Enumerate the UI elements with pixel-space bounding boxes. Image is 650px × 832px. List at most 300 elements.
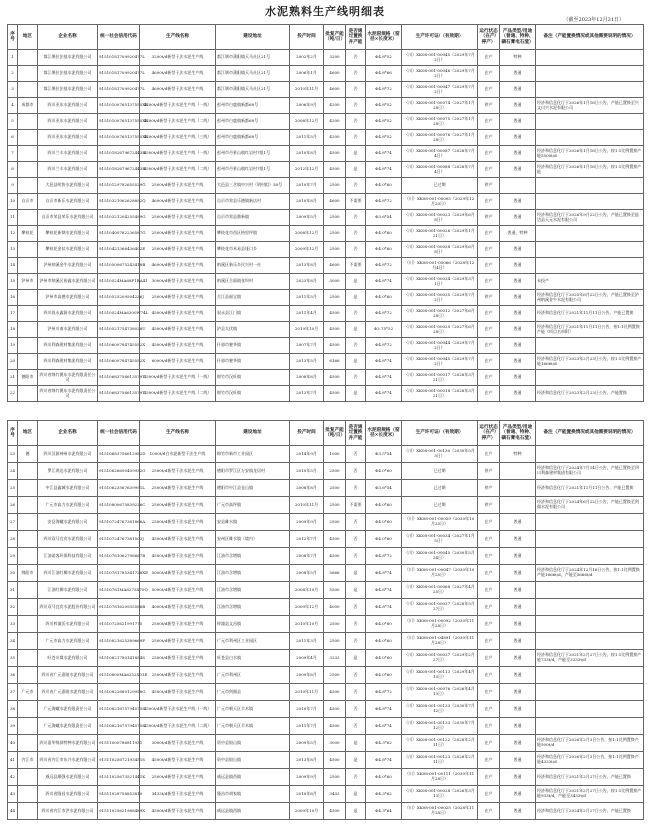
table-cell: 2500t/d新型干法水泥生产线 bbox=[140, 210, 216, 226]
table-cell bbox=[536, 370, 644, 386]
table-cell: 3000t/d新型干法水泥生产线 bbox=[140, 735, 216, 752]
table-cell: （川）XK08-001-00035（2029年7月2日） bbox=[402, 290, 478, 306]
table-cell: 普通 bbox=[500, 531, 536, 548]
table-cell: 4500 bbox=[324, 531, 346, 548]
table-cell: （川）XK08-001-00037（2029年2月27日） bbox=[402, 650, 478, 667]
column-header: 企业名称 bbox=[38, 25, 98, 50]
table-cell: 91510781785341728XE bbox=[98, 565, 140, 582]
table-cell bbox=[18, 497, 38, 514]
table-cell: 否 bbox=[346, 98, 366, 114]
table-cell: 4500t/d新型干法水泥生产线 bbox=[140, 306, 216, 322]
table-cell: 攀枝花金钛水泥有限公司 bbox=[38, 242, 98, 258]
table-cell: 2010年8月 bbox=[290, 146, 324, 162]
table-cell: 11 bbox=[8, 210, 18, 226]
table-cell: 1000 bbox=[324, 446, 346, 463]
table-cell: 经济和信息化厅于2024年6月22日公告，产能已置换至剑阁水泥有限公司 bbox=[536, 497, 644, 514]
table-cell bbox=[536, 514, 644, 531]
table-cell: 在产 bbox=[478, 274, 500, 290]
table-cell: 是 bbox=[346, 650, 366, 667]
table-cell: 广元市高力水泥有限公司 bbox=[38, 633, 98, 650]
table-cell: 经济和信息化厅于2021年11月11日公告，按1:1比例置换产能（项目名单附） bbox=[536, 322, 644, 338]
table-cell: 91510781MA6275X70Q bbox=[98, 582, 140, 599]
table-cell: 江油市含增镇 bbox=[216, 565, 290, 582]
table-cell: 4500 bbox=[324, 803, 346, 820]
table-cell: 2009年9月 bbox=[290, 514, 324, 531]
table-cell: （川）XK08-001-00133（2030年7月12日） bbox=[402, 701, 478, 718]
table-cell: 91510181709920477L bbox=[98, 82, 140, 98]
table-cell: 在产 bbox=[478, 650, 500, 667]
table-cell: 彭州市白鹿镇新都68号 bbox=[216, 114, 290, 130]
table-cell: 91510321204255499G bbox=[98, 210, 140, 226]
table-row bbox=[8, 786, 644, 803]
table-cell: 4500t/d新型干法水泥生产线 bbox=[140, 752, 216, 769]
table-cell: 泸州川南水泥有限公司 bbox=[38, 322, 98, 338]
table-cell: 安县雎水镇 bbox=[216, 514, 290, 531]
column-header: 序号 bbox=[8, 421, 18, 446]
table-cell: 广元海螺水泥有限责任公司 bbox=[38, 701, 98, 718]
table-cell: 广元海螺水泥有限责任公司 bbox=[38, 718, 98, 735]
table-row bbox=[8, 98, 644, 114]
table-cell bbox=[18, 480, 38, 497]
table-cell: 普通 bbox=[500, 803, 536, 820]
table-cell: 4500 bbox=[324, 684, 346, 701]
table-cell: 经济和信息化厅于2023年2月23日公告，产能置换 bbox=[536, 386, 644, 402]
table-cell: 否 bbox=[346, 114, 366, 130]
column-header: 产品类型/用途（普通、特种、磷石膏电石渣） bbox=[500, 25, 536, 50]
table-cell: 在产 bbox=[478, 370, 500, 386]
table-cell: 四川叙永鑫源水泥有限公司 bbox=[38, 306, 98, 322]
table-cell: 22 bbox=[8, 386, 18, 402]
table-cell: 普通 bbox=[500, 370, 536, 386]
table-cell: 2010年10月 bbox=[290, 616, 324, 633]
table-cell: Φ4.0*60 bbox=[366, 514, 402, 531]
column-header: 建设地址 bbox=[216, 25, 290, 50]
table-cell: 2002年2月 bbox=[290, 50, 324, 66]
table-cell: 91510500675243418B bbox=[98, 258, 140, 274]
table-cell: 2008年7月 bbox=[290, 548, 324, 565]
table-cell: 29 bbox=[8, 548, 18, 565]
column-header: 水泥窑规格（窑径×长度米） bbox=[366, 25, 402, 50]
table-cell: 都江堰拉法基水泥有限公司 bbox=[38, 50, 98, 66]
table-cell: 四川亚东水泥有限公司 bbox=[38, 98, 98, 114]
table-cell: 91510781062796667B bbox=[98, 548, 140, 565]
table-cell: 江油诺客环保科技有限公司 bbox=[38, 548, 98, 565]
table-cell: 自贡市荣县乐德镇新店村 bbox=[216, 194, 290, 210]
table-cell: 否 bbox=[346, 446, 366, 463]
table-cell: 4500 bbox=[324, 548, 346, 565]
table-row bbox=[8, 370, 644, 386]
table-cell: 都江堰市蒲阳镇天马社区21号 bbox=[216, 82, 290, 98]
table-cell: 四川汉源神州水泥有限公司 bbox=[38, 446, 98, 463]
table-cell: 2008年5月 bbox=[290, 565, 324, 582]
table-cell: （川）XK08-001-00012（2027年6月28日） bbox=[402, 306, 478, 322]
table-row bbox=[8, 701, 644, 718]
table-row bbox=[8, 463, 644, 480]
table-cell: 否 bbox=[346, 66, 366, 82]
table-cell: Φ4.8*52 bbox=[366, 114, 402, 130]
table-cell bbox=[18, 130, 38, 146]
table-cell: 91510683756613579T bbox=[98, 370, 140, 386]
table-cell: 江油红狮水泥有限公司 bbox=[38, 582, 98, 599]
table-cell bbox=[536, 242, 644, 258]
table-cell: 5000t/d新型干法水泥生产线 bbox=[140, 582, 216, 599]
table-cell: 在产 bbox=[478, 226, 500, 242]
table-cell: 在产 bbox=[478, 735, 500, 752]
table-cell: 2500t/d新型干法水泥生产线 bbox=[140, 616, 216, 633]
table-cell: 在产 bbox=[478, 354, 500, 370]
column-header: 生产线名称 bbox=[140, 421, 216, 446]
table-cell bbox=[18, 650, 38, 667]
table-cell: 在产 bbox=[478, 752, 500, 769]
table-cell bbox=[18, 514, 38, 531]
table-cell: 否 bbox=[346, 684, 366, 701]
table-cell: 已过期 bbox=[402, 178, 478, 194]
table-cell: 在产 bbox=[478, 82, 500, 98]
table-cell: Φ4.8*74 bbox=[366, 701, 402, 718]
table-row bbox=[8, 242, 644, 258]
table-cell: （川）XK08-001-00123（2028年2月11日） bbox=[402, 752, 478, 769]
table-cell: 四川省广元嘉陵水泥有限公司 bbox=[38, 684, 98, 701]
table-cell: （川）XK08-001-00046（2029年7月2日） bbox=[402, 66, 478, 82]
table-cell: 普通 bbox=[500, 735, 536, 752]
table-cell: 2500t/d新型干法水泥生产线 bbox=[140, 769, 216, 786]
table-cell: 12 bbox=[8, 226, 18, 242]
table-cell bbox=[536, 258, 644, 274]
table-cell: 攀枝花市米易县垭口乡 bbox=[216, 242, 290, 258]
table-cell: （川）XK08-001-04891（2030年11月28日） bbox=[402, 633, 478, 650]
table-cell: 在产 bbox=[478, 130, 500, 146]
table-cell: 2500 bbox=[324, 480, 346, 497]
table-cell: 2500 bbox=[324, 497, 346, 514]
table-cell: 4000t/d新型干法水泥生产线 bbox=[140, 599, 216, 616]
table-page-1 bbox=[7, 24, 644, 402]
table-cell: 91510524MA6300W74L bbox=[98, 306, 140, 322]
column-header: 产品类型/用途（普通、特种、磷石膏电石渣） bbox=[500, 421, 536, 446]
table-cell: 91510100765137555XN bbox=[98, 98, 140, 114]
table-cell: 在产 bbox=[478, 338, 500, 354]
table-cell: 24 bbox=[8, 463, 18, 480]
table-row bbox=[8, 66, 644, 82]
table-cell: 2008年8月 bbox=[290, 480, 324, 497]
table-cell: 经济和信息化厅于2021年2月27日公告，按1:1比例置换产能733t/d，产能至3233t/d bbox=[536, 650, 644, 667]
table-cell: 2023年8月 bbox=[290, 274, 324, 290]
table-cell: Φ4.8*74 bbox=[366, 565, 402, 582]
table-cell: 四川梓潼沃水泥有限公司 bbox=[38, 616, 98, 633]
table-cell: 泸州纳溪金牛水泥有限公司 bbox=[38, 258, 98, 274]
table-cell: 91510822680129958G bbox=[98, 684, 140, 701]
column-header: 地区 bbox=[18, 421, 38, 446]
table-cell: 37 bbox=[8, 684, 18, 701]
table-cell: 18 bbox=[8, 322, 18, 338]
table-cell bbox=[500, 480, 536, 497]
table-cell: Φ4.3*64 bbox=[366, 803, 402, 820]
table-cell: 资中县银山镇 bbox=[216, 735, 290, 752]
table-cell: 4600t/d新型干法水泥生产线 bbox=[140, 66, 216, 82]
table-cell: 42 bbox=[8, 769, 18, 786]
table-cell: 在产 bbox=[478, 565, 500, 582]
table-cell: （川）XK08-001-00066（2028年12月4日） bbox=[402, 258, 478, 274]
table-cell: 91511025673521441K bbox=[98, 769, 140, 786]
table-cell: 91510781620935586B bbox=[98, 599, 140, 616]
table-cell: 91511028758853810 bbox=[98, 786, 140, 803]
table-cell: 经济和信息化厅于2024年2月27日公告，产能已置换 bbox=[536, 803, 644, 820]
table-cell: 36 bbox=[8, 667, 18, 684]
table-cell: 大邑县三岔镇中兴村（明村组）58号 bbox=[216, 178, 290, 194]
table-cell: 91510821675794575S bbox=[98, 718, 140, 735]
table-cell: 2500t/d新型干法水泥生产线 bbox=[140, 226, 216, 242]
table-cell: 4500t/d新型干法水泥生产线（一线） bbox=[140, 701, 216, 718]
column-header: 水泥窑规格（窑径×长度米） bbox=[366, 421, 402, 446]
table-cell: 在产 bbox=[478, 701, 500, 718]
table-cell: 5 bbox=[8, 114, 18, 130]
table-cell bbox=[536, 667, 644, 684]
table-cell: Φ4.3*62 bbox=[366, 786, 402, 803]
table-cell: Φ3.6*54 bbox=[366, 480, 402, 497]
table-row bbox=[8, 130, 644, 146]
table-cell: （川）XK08-001-00023（2029年6月8日） bbox=[402, 210, 478, 226]
table-cell: 2012年12月 bbox=[290, 162, 324, 178]
table-row bbox=[8, 274, 644, 290]
table-cell: 经济和信息化厅于2026年9月22日公告，产能已置换至盐边县天元水泥有限公司 bbox=[536, 210, 644, 226]
column-header: 运行状态（在产/停产） bbox=[478, 421, 500, 446]
table-cell bbox=[18, 463, 38, 480]
table-cell bbox=[536, 718, 644, 735]
table-cell: 2009年4月 bbox=[290, 650, 324, 667]
table-cell: 3000 bbox=[324, 735, 346, 752]
table-cell: 33 bbox=[8, 616, 18, 633]
table-cell: 绵阳市 bbox=[18, 565, 38, 582]
table-cell: 什邡市蓥华镇 bbox=[216, 354, 290, 370]
table-row bbox=[8, 446, 644, 463]
table-cell: 都江堰拉法基水泥有限公司 bbox=[38, 82, 98, 98]
table-cell: 1000t/d白水泥新型干法生产线 bbox=[140, 446, 216, 463]
table-cell: 是 bbox=[346, 290, 366, 306]
table-cell: 9 bbox=[8, 178, 18, 194]
table-cell bbox=[18, 338, 38, 354]
table-cell: 在产 bbox=[478, 616, 500, 633]
table-cell: 是 bbox=[346, 582, 366, 599]
table-cell: 2006年1月 bbox=[290, 66, 324, 82]
table-cell: 91510521754738028U bbox=[98, 322, 140, 338]
table-cell: Φ3.6*54 bbox=[366, 210, 402, 226]
table-cell: 在产 bbox=[478, 514, 500, 531]
table-cell: 91510821780141854S bbox=[98, 650, 140, 667]
table-cell: 91510182679672443B bbox=[98, 146, 140, 162]
table-cell: 在产 bbox=[478, 531, 500, 548]
table-cell: 3200t/d新型干法水泥生产线 bbox=[140, 50, 216, 66]
table-cell: 普通 bbox=[500, 786, 536, 803]
table-row bbox=[8, 146, 644, 162]
table-cell: Φ4.8*74 bbox=[366, 752, 402, 769]
table-cell: 2013年8月 bbox=[290, 752, 324, 769]
column-header: 是否通过置换并产能 bbox=[346, 421, 366, 446]
table-cell: 2500t/d新型干法水泥生产线 bbox=[140, 514, 216, 531]
table-cell: 大邑县明协水泥有限公司 bbox=[38, 178, 98, 194]
table-cell: 普通 bbox=[500, 548, 536, 565]
table-cell: 25 bbox=[8, 480, 18, 497]
table-cell bbox=[18, 66, 38, 82]
table-cell: 经济和信息化厅于2021年11月11日公告，产能已置换 bbox=[536, 306, 644, 322]
table-cell: 40 bbox=[8, 735, 18, 752]
table-cell bbox=[536, 633, 644, 650]
table-cell bbox=[18, 769, 38, 786]
table-cell: 1 bbox=[8, 50, 18, 66]
table-row bbox=[8, 565, 644, 582]
table-cell: 四川江油红狮水泥有限公司 bbox=[38, 565, 98, 582]
table-cell: （川）XK08-001-00047（2029年7月2日） bbox=[402, 82, 478, 98]
table-cell: 是 bbox=[346, 354, 366, 370]
table-cell: 4500 bbox=[324, 146, 346, 162]
table-cell: 15 bbox=[8, 274, 18, 290]
table-cell: 2500 bbox=[324, 210, 346, 226]
table-cell: 自贡市新乐水泥有限公司 bbox=[38, 194, 98, 210]
table-cell: 是 bbox=[346, 386, 366, 402]
table-cell bbox=[18, 354, 38, 370]
table-cell: 四川嘉华锦屏特种水泥有限公司 bbox=[38, 735, 98, 752]
table-cell: 6166 bbox=[324, 354, 346, 370]
table-cell: 纳溪区新乐乡民兴村一社 bbox=[216, 258, 290, 274]
table-row bbox=[8, 480, 644, 497]
table-cell: 在产 bbox=[478, 718, 500, 735]
table-cell: 4500t/d新型干法水泥生产线 bbox=[140, 531, 216, 548]
table-cell: （川）XK08-001-00075（2027年1月28日） bbox=[402, 114, 478, 130]
table-cell: 2500 bbox=[324, 633, 346, 650]
column-header: 建设地址 bbox=[216, 421, 290, 446]
table-cell: 2500 bbox=[324, 178, 346, 194]
table-cell: （川）XK08-001-00045（2029年7月2日） bbox=[402, 50, 478, 66]
table-cell bbox=[536, 599, 644, 616]
table-cell: 在产 bbox=[478, 633, 500, 650]
table-cell: 2500t/d新型干法水泥生产线 bbox=[140, 497, 216, 514]
table-row bbox=[8, 210, 644, 226]
header-row bbox=[8, 421, 644, 446]
table-cell: Φ4.8*74 bbox=[366, 274, 402, 290]
table-cell: Φ4.0*60 bbox=[366, 769, 402, 786]
table-cell: 2010年11月 bbox=[290, 684, 324, 701]
table-cell bbox=[18, 258, 38, 274]
table-cell: 已过期 bbox=[402, 497, 478, 514]
table-cell: （川）XK08-001-00130（2030年5月3日） bbox=[402, 446, 478, 463]
table-cell: 91510821625389669F bbox=[98, 633, 140, 650]
table-cell: 泸县太伏镇 bbox=[216, 322, 290, 338]
table-cell: 5000t/d新型干法水泥生产线 bbox=[140, 565, 216, 582]
table-cell bbox=[18, 616, 38, 633]
table-cell: 自贡市 bbox=[18, 194, 38, 210]
table-cell: （川）XK08-001-00092（2030年11月28日） bbox=[402, 616, 478, 633]
table-cell: 91510800MA6252X01E bbox=[98, 667, 140, 684]
table-cell bbox=[18, 718, 38, 735]
table-cell: 4600 bbox=[324, 258, 346, 274]
table-cell: 否 bbox=[346, 82, 366, 98]
table-cell: 4500 bbox=[324, 718, 346, 735]
table-cell: 91511025672193451S bbox=[98, 752, 140, 769]
table-cell: 32 bbox=[8, 599, 18, 616]
table-cell: 10 bbox=[8, 194, 18, 210]
table-cell: 4500t/d新型干法水泥生产线 bbox=[140, 322, 216, 338]
table-cell: 否 bbox=[346, 718, 366, 735]
table-cell: Φ4.0*60 bbox=[366, 633, 402, 650]
table-cell: 四川双马宜宾水泥股份有限公司 bbox=[38, 599, 98, 616]
table-cell: 泸州市纳溪区裕鑫水泥有限公司 bbox=[38, 274, 98, 290]
table-cell bbox=[18, 548, 38, 565]
table-row bbox=[8, 667, 644, 684]
table-cell: 2010年11月 bbox=[290, 82, 324, 98]
table-cell: 2013年7月 bbox=[290, 386, 324, 402]
table-cell: 91510821675794575S bbox=[98, 701, 140, 718]
table-row bbox=[8, 82, 644, 98]
table-cell: 否 bbox=[346, 667, 366, 684]
table-cell: 普通 bbox=[500, 146, 536, 162]
table-cell: Φ4.8*74 bbox=[366, 718, 402, 735]
table-cell: 自贡市荣县鼎新镇 bbox=[216, 210, 290, 226]
table-cell: 在产 bbox=[478, 66, 500, 82]
table-cell: 成都市 bbox=[18, 98, 38, 114]
table-cell: 经济和信息化厅于2026年1月16日公告，按1:1比例置换产能 bbox=[536, 162, 644, 178]
table-cell: 4200t/d新型干法水泥生产线（三线） bbox=[140, 130, 216, 146]
table-cell: 梓潼县文昌镇 bbox=[216, 616, 290, 633]
table-cell: 13 bbox=[8, 242, 18, 258]
table-cell: 4200 bbox=[324, 114, 346, 130]
table-cell: Φ4.0*60 bbox=[366, 531, 402, 548]
table-cell: 在产 bbox=[478, 194, 500, 210]
table-cell bbox=[18, 599, 38, 616]
table-cell: 攀枝花新钢水泥有限公司 bbox=[38, 226, 98, 242]
table-row bbox=[8, 162, 644, 178]
table-cell: Φ4.0*60 bbox=[366, 667, 402, 684]
table-cell: Φ4.0*60 bbox=[366, 616, 402, 633]
table-cell: 否 bbox=[346, 50, 366, 66]
column-header: 备注（产能置换情况或其他需要说明的情况） bbox=[536, 421, 644, 446]
table-cell: 四川亚东水泥有限公司 bbox=[38, 130, 98, 146]
table-cell: 四川亚东水泥有限公司 bbox=[38, 114, 98, 130]
table-cell: Φ4.8*74 bbox=[366, 582, 402, 599]
table-cell: 39 bbox=[8, 718, 18, 735]
table-cell: 是 bbox=[346, 146, 366, 162]
table-cell: 91510600784745552X bbox=[98, 354, 140, 370]
table-cell: 广元市 bbox=[18, 684, 38, 701]
table-cell: 四川双马宜宾水泥有限公司 bbox=[38, 531, 98, 548]
table-cell: 2006年9月 bbox=[290, 98, 324, 114]
table-cell: 四川利森建材集团有限公司 bbox=[38, 354, 98, 370]
table-cell: 否 bbox=[346, 616, 366, 633]
table-cell: 4500 bbox=[324, 322, 346, 338]
table-cell: 经济和信息化厅于2026年1月16日公告，产能已置换至兴文川兴水泥有限公司 bbox=[536, 98, 644, 114]
table-cell bbox=[536, 66, 644, 82]
table-cell: 否 bbox=[346, 370, 366, 386]
table-cell: 4000 bbox=[324, 599, 346, 616]
table-cell: （川）XK08-001-00122（2028年2月11日） bbox=[402, 735, 478, 752]
column-header: 序号 bbox=[8, 25, 18, 50]
table-cell: 在产 bbox=[478, 548, 500, 565]
table-cell: 4500 bbox=[324, 701, 346, 718]
table-cell: 否 bbox=[346, 463, 366, 480]
table-cell: 旺苍县白水镇 bbox=[216, 650, 290, 667]
table-cell: 2500 bbox=[324, 667, 346, 684]
table-cell: 91510129782655529G bbox=[98, 178, 140, 194]
table-cell: （川）XK08-001-00113（2029年4月13日） bbox=[402, 667, 478, 684]
table-cell: 普通 bbox=[500, 210, 536, 226]
table-cell: 四川利森建材集团有限公司 bbox=[38, 338, 98, 354]
table-cell: 2008年12月 bbox=[290, 114, 324, 130]
table-cell: 23 bbox=[8, 446, 18, 463]
table-row bbox=[8, 735, 644, 752]
table-cell: 攀枝花 bbox=[18, 226, 38, 242]
table-cell: Φ4.8*74 bbox=[366, 370, 402, 386]
table-cell: 91510626690409932G bbox=[98, 463, 140, 480]
table-cell: （川）XK08-001-00111（2030年11月28日） bbox=[402, 769, 478, 786]
table-cell: 经济和信息化厅于2021年11月11日公告，产能已置换 bbox=[536, 480, 644, 497]
table-cell: 不需要 bbox=[346, 497, 366, 514]
